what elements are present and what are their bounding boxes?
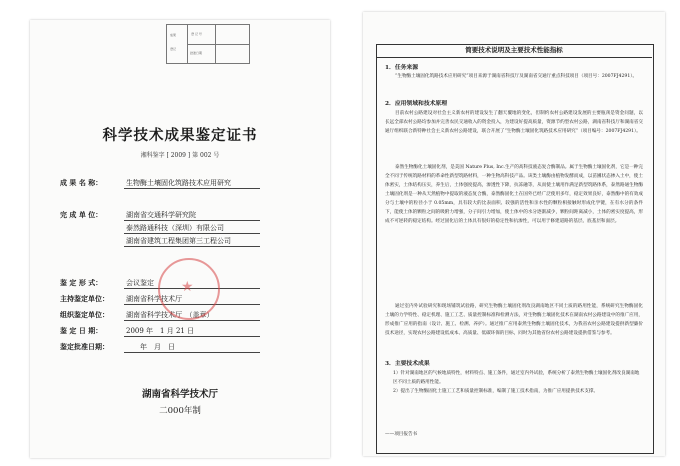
result-item-2: 2）提出了生物酶固化土施工工艺和质量控制标准，编制了施工技术指南，为推广应用提供技术支撑。 xyxy=(393,389,599,394)
section-results-title: 3．主要技术成果 xyxy=(385,361,430,367)
table-title: 简要技术说明及主要技术性能指标 xyxy=(376,44,652,58)
info-box-label-1: 成果 xyxy=(170,33,176,37)
info-box-cell-approval-date: 批准日期 xyxy=(190,51,202,55)
certificate-number: 湘科鉴字 [ 2009 ] 第 002 号 xyxy=(140,152,220,159)
completing-unit-2: 泰然路通科技（深圳）有限公司 xyxy=(126,224,224,232)
info-box-label-2: 登记 xyxy=(170,47,176,51)
field-evaluation-form: 鉴 定 形 式： 会议鉴定 xyxy=(60,278,154,287)
section-application-title: 2．应用领域和技术原理 xyxy=(385,101,448,107)
paragraph-research: 通过室内外试验研究和现场铺筑试验路，研究生物酶土壤固化剂改良湖南地区不同土质的路用性能，系统研究生物酶固化土壤的力学特性、稳定机理、施工工艺、质量控制标准和检测方法，对生物酶土壤固化技术在湖南农村公路建设中的推广应用，形成推广应用的指南（设计、施工、检测、养护）。通过推广应用泰然生物酶土壤固化技术，为我省农村公路建设提供新型廉价技术途径，实现农村公路建设低成本、高质量、低碳环保的目标，同时为其他省份农村公路建设提供借鉴与参考。 xyxy=(385,304,643,337)
field-organizing-unit: 组织鉴定单位： 湖南省科学技术厅 （盖章） xyxy=(60,310,214,319)
info-box-cell-registration-no: 登 记 号 xyxy=(191,32,202,36)
section-task-source-text: “生物酶土壤固化筑路技术应用研究”项目来源于湖南省科技厅及湖南省交通厅重点科技项目（项目号：2007FJ4291）。 xyxy=(395,74,638,79)
field-evaluation-date: 鉴 定 日 期： 2009 年 1 月 21 日 xyxy=(60,326,195,335)
completing-unit-3: 湖南省建筑工程集团第三工程公司 xyxy=(126,237,231,245)
form-year: 二000年制 xyxy=(159,406,201,416)
registration-info-box xyxy=(166,24,250,64)
info-box-label-column xyxy=(167,25,188,63)
field-host-unit: 主持鉴定单位： 湖南省科学技术厅 xyxy=(60,294,182,303)
field-approval-date: 鉴定批准日期： 年 月 日 xyxy=(60,342,175,351)
paragraph-background: 目前农村公路建设对社会主义新农村的建设发生了翻天覆地的变化，但制约农村公路建设发展的主要瓶颈是资金问题，以长远全部农村公路均参加并完善农民交通收入的资金投入，为建设好提高质量，资源节约型农村公路，湖南省科技厅和湖南省交通厅组织联合新特种社会主义新农村公路建设，联合开展了“生物酶土壤固化筑路技术应用研究”（项目编号：2007FJ4291）。 xyxy=(385,111,643,135)
issuing-authority: 湖南省科学技术厅 xyxy=(141,389,218,400)
seal-star-icon: ★ xyxy=(181,279,194,295)
field-completing-units: 完 成 单 位： 湖南省交通科学研究院 xyxy=(60,210,196,219)
paragraph-principle: 泰然生物酶化土壤固化剂，是美国 Nature Plus, Inc.生产的高科技液态复合酶制品。属于生物酶土壤固化剂，它是一种完全不同于传统筑路材料的革命性新型筑路材料，一种生物高科技产品。该类土壤酶由植物发酵而成，以苗圃状态掺入土中，使土体密实，土体结构压实，养生后，土体强度提高，渗透性下降，抗冻融等，从而使土壤用作满足新型筑路体系，泰然路通生物酶土壤固化剂是一种从天然植物中提取的液态复合酶，泰然酶固化土在国外已经广泛使用多年，稳定效果良好，泰然酶中的有效成分与土壤中的粒径小于 0.05mm，具有较大的比表面积、较强的活性和亲水性的颗粒相接触时形成化学键，在有水分的条件下，能使土体的颗粒之间的吸附力增强，分子间引力增加，使土体中的水分逐渐减少，颗粒间距离减小，土体的密实度提高，形成不可逆转的稳定结构。经过固化后的土体具有很好的稳定性和抗渗性，可以用于修建道路的基层、底基层和面层。 xyxy=(385,165,643,225)
certificate-title: 科学技术成果鉴定证书 xyxy=(102,127,258,144)
field-achievement-name: 成 果 名 称： 生物酶土壤固化筑路技术应用研究 xyxy=(60,178,231,187)
section-task-source-title: 1．任务来源 xyxy=(385,65,419,71)
result-item-1: 1）针对湖南地区的气候地质特性，材料特点、施工条件，通过室内外试验，系统分析了泰然生物酶土壤固化剂改良湖南地区不同土质的路用性能。 xyxy=(393,371,640,386)
footnote: ——项目报告书 xyxy=(385,432,418,437)
